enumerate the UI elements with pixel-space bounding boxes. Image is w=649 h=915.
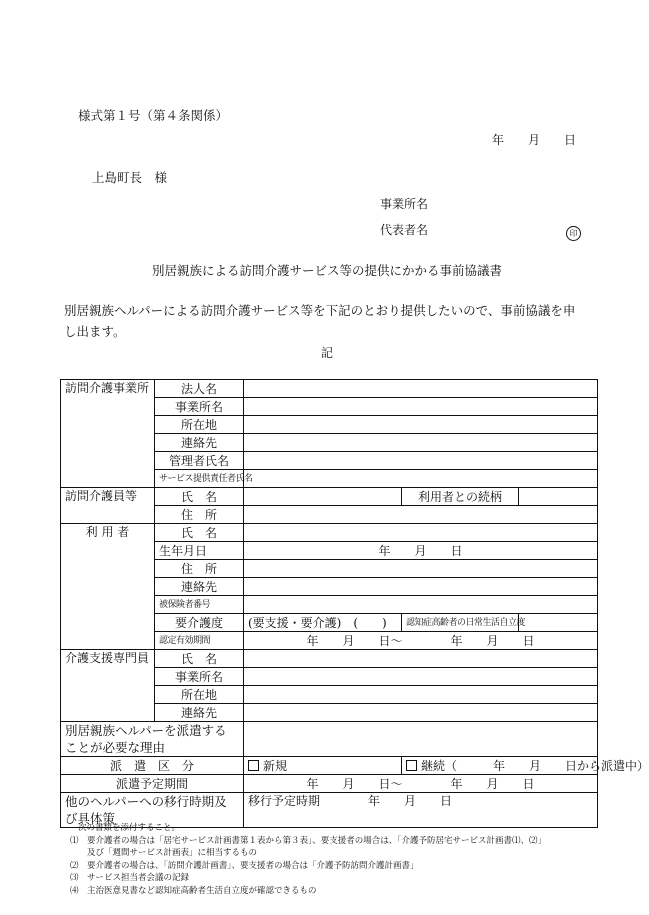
manager-row-label: 事業所名 [155, 668, 244, 686]
birth-date-field[interactable]: 年 月 日 [244, 542, 598, 560]
note-line: 及び「週間サービス計画表」に相当するもの [70, 848, 258, 859]
manager-row-label: 氏 名 [155, 650, 244, 668]
document-title: 別居親族による訪問介護サービス等の提供にかかる事前協議書 [152, 263, 503, 278]
addressee: 上島町長 様 [92, 170, 168, 185]
caregiver-address-field[interactable] [244, 506, 598, 524]
agency-corporation-field[interactable] [244, 380, 598, 398]
office-label: 事業所名 [380, 197, 429, 211]
user-name-field[interactable] [244, 524, 598, 542]
transition-label: 他のヘルパーへの移行時期及び具体策 [61, 793, 244, 828]
caregiver-group-label: 訪問介護員等 [61, 488, 155, 524]
note-line: ⑴ 要介護者の場合は「居宅サービス計画書第１表から第３表」、要支援者の場合は、「介護予防居宅サービス計画書⑴、⑵」 [70, 835, 547, 846]
dispatch-period-label: 派遣予定期間 [61, 775, 244, 793]
cert-period-field[interactable]: 年 月 日～ 年 月 日 [244, 632, 598, 650]
dementia-level-field[interactable] [519, 614, 598, 632]
user-contact-field[interactable] [244, 578, 598, 596]
seal-icon: 印 [566, 226, 581, 241]
agency-service-lead-field[interactable] [244, 470, 598, 488]
agency-address-field[interactable] [244, 416, 598, 434]
agency-row-label: 法人名 [155, 380, 244, 398]
insured-number-label: 被保険者番号 [155, 596, 244, 614]
manager-office-field[interactable] [244, 668, 598, 686]
transition-field[interactable]: 移行予定時期 年 月 日 [244, 793, 598, 828]
dispatch-period-field[interactable]: 年 月 日～ 年 月 日 [244, 775, 598, 793]
attachment-notes [70, 822, 547, 898]
checkbox-icon[interactable] [406, 760, 417, 771]
user-address-label: 住 所 [155, 560, 244, 578]
caregiver-name-field[interactable] [244, 488, 402, 506]
relationship-field[interactable] [519, 488, 598, 506]
dementia-level-label: 認知症高齢者の日常生活自立度 [402, 614, 519, 632]
reason-label: 別居親族ヘルパーを派遣することが必要な理由 [61, 722, 244, 757]
agency-row-label: 管理者氏名 [155, 452, 244, 470]
dispatch-continue-option[interactable] [402, 757, 649, 775]
form-number: 様式第１号（第４条関係） [78, 108, 229, 123]
intro-line-2: し出ます。 [64, 324, 126, 339]
dispatch-type-label: 派 遣 区 分 [61, 757, 244, 775]
manager-group-label: 介護支援専門員 [61, 650, 155, 722]
relationship-label: 利用者との続柄 [402, 488, 519, 506]
user-name-label: 氏 名 [155, 524, 244, 542]
care-level-label: 要介護度 [155, 614, 244, 632]
agency-contact-field[interactable] [244, 434, 598, 452]
agency-row-label: 事業所名 [155, 398, 244, 416]
dispatch-continue-label: 継続（ 年 月 日から派遣中） [421, 758, 649, 773]
note-line: ⑵ 要介護者の場合は、「訪問介護計画書」、要支援者の場合は「介護予防訪問介護計画書」 [70, 860, 419, 871]
checkbox-icon[interactable] [248, 760, 259, 771]
agency-row-label: 連絡先 [155, 434, 244, 452]
user-address-field[interactable] [244, 560, 598, 578]
note-line: ⑷ 主治医意見書など認知症高齢者生活自立度が確認できるもの [70, 885, 317, 896]
reason-field[interactable] [244, 722, 598, 757]
dispatch-new-label: 新規 [263, 758, 288, 773]
agency-row-label: サービス提供責任者氏名 [155, 470, 244, 488]
dispatch-new-option[interactable] [244, 757, 402, 775]
note-line: ⑶ サービス担当者会議の記録 [70, 873, 190, 884]
consultation-form-table [60, 379, 649, 828]
seal-mark [566, 221, 581, 241]
care-level-field[interactable]: (要支援・要介護) ( ) [244, 614, 402, 632]
caregiver-name-label: 氏 名 [155, 488, 244, 506]
user-group-label: 利 用 者 [61, 524, 155, 650]
agency-row-label: 所在地 [155, 416, 244, 434]
intro-line-1: 別居親族ヘルパーによる訪問介護サービス等を下記のとおり提供したいので、事前協議を申 [64, 303, 576, 318]
note-line: 次の書類を添付すること。 [78, 823, 181, 833]
manager-row-label: 連絡先 [155, 704, 244, 722]
cert-period-label: 認定有効期間 [155, 632, 244, 650]
manager-contact-field[interactable] [244, 704, 598, 722]
date-line: 年 月 日 [492, 133, 577, 147]
agency-manager-field[interactable] [244, 452, 598, 470]
caregiver-address-label: 住 所 [155, 506, 244, 524]
insured-number-field[interactable] [244, 596, 598, 614]
representative-label: 代表者名 [380, 223, 429, 237]
user-contact-label: 連絡先 [155, 578, 244, 596]
manager-address-field[interactable] [244, 686, 598, 704]
agency-office-field[interactable] [244, 398, 598, 416]
manager-name-field[interactable] [244, 650, 598, 668]
birth-date-label: 生年月日 [155, 542, 244, 560]
manager-row-label: 所在地 [155, 686, 244, 704]
agency-group-label: 訪問介護事業所 [61, 380, 155, 488]
ki-label: 記 [321, 346, 334, 360]
